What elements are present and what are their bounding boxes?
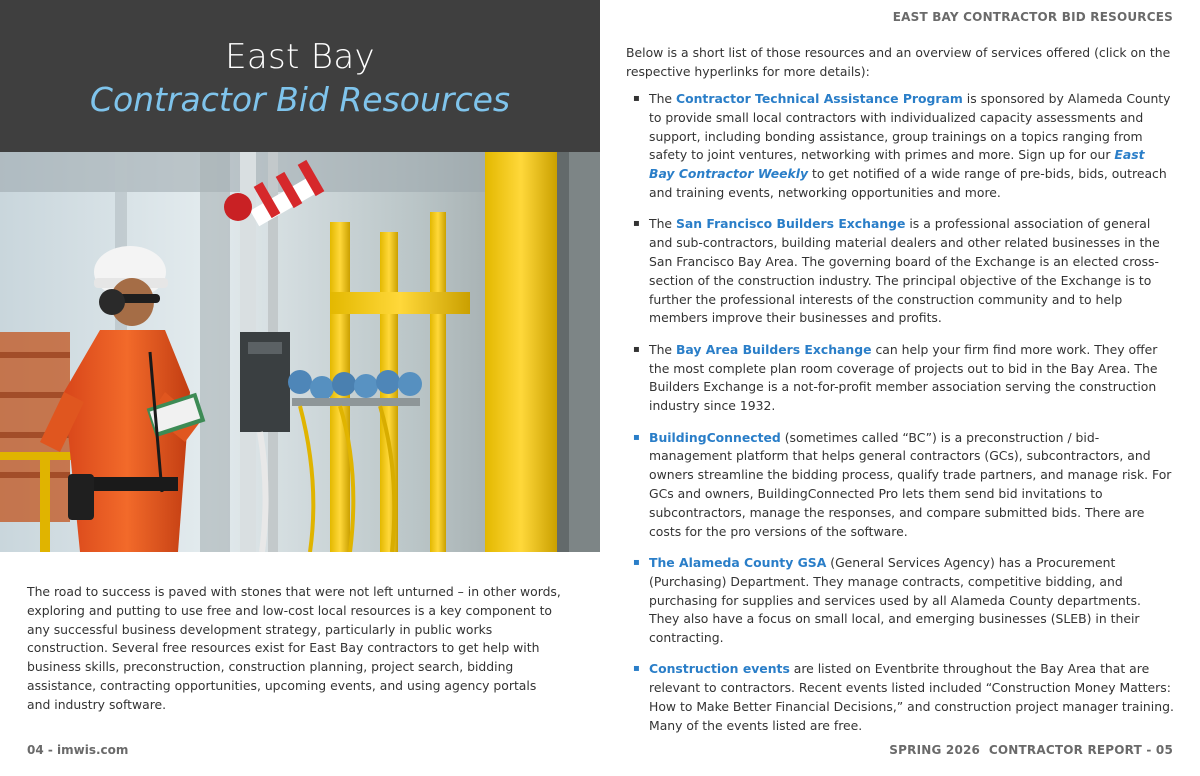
- item-text-pre: The: [649, 341, 676, 357]
- footer-right: SPRING 2026 CONTRACTOR REPORT - 05: [889, 743, 1173, 757]
- construction-events-link[interactable]: Construction events: [649, 661, 790, 677]
- bullet-icon: ▪: [633, 556, 640, 568]
- item-text-post: (sometimes called “BC”) is a preconstruction / bid-management platform that helps general contractors (GCs), subcontractors, and owners streamline the bidding process, qualify trade partners, and manage risk. For GCs and owners, BuildingConnected Pro lets them send bid invitations to subcontractors, manage the responses, and compare submitted bids. There are costs for the pro versions of the software.: [649, 429, 1172, 539]
- bullet-icon: ▪: [633, 431, 640, 443]
- bullet-icon: ▪: [633, 663, 640, 675]
- list-item-sf-builders-exchange: [626, 215, 1174, 328]
- alameda-county-gsa-link[interactable]: The Alameda County GSA: [649, 554, 827, 570]
- bullet-icon: ▪: [633, 93, 640, 104]
- item-text-post: are listed on Eventbrite throughout the Bay Area that are relevant to contractors. Recent events listed included “Construction Money Matters: How to Make Better Financial Decisions,” and construction project manager training. Many of the events listed are free.: [649, 661, 1174, 733]
- list-item-contractor-technical-assistance: [626, 90, 1174, 203]
- item-text-post2: to get notified of a wide range of pre-bids, bids, outreach and training events, networking opportunities and more.: [649, 166, 1167, 200]
- list-item-alameda-county-gsa: [626, 554, 1174, 648]
- list-item-buildingconnected: [626, 429, 1174, 542]
- item-text-post: can help your firm find more work. They offer the most complete plan room coverage of projects out to bid in the Bay Area. The Builders Exchange is a not-for-profit member association serving the construction industry since 1932.: [649, 341, 1158, 414]
- bay-area-builders-exchange-link[interactable]: Bay Area Builders Exchange: [675, 341, 872, 357]
- sf-builders-exchange-link[interactable]: San Francisco Builders Exchange: [675, 216, 906, 232]
- page-title: East Bay: [225, 37, 375, 77]
- page-subtitle: Contractor Bid Resources: [89, 80, 511, 119]
- item-text-post: is a professional association of general and sub-contractors, building material dealers and other related businesses in the San Francisco Bay Area. The governing board of the Exchange is an elected cross-section of the construction industry. The principal objective of the Exchange is to further the professional interests of the construction community and to help members improve their businesses and profits.: [649, 216, 1160, 326]
- item-text-post: is sponsored by Alameda County to provide small local contractors with individualized capacity assessments and support, including bonding assistance, group trainings on a topics ranging from safety to joint ventures, networking with primes and more. Sign up for our: [649, 91, 1171, 163]
- item-text-pre: The: [649, 91, 676, 106]
- contractor-technical-assistance-link[interactable]: Contractor Technical Assistance Program: [675, 91, 963, 106]
- intro-paragraph: The road to success is paved with stones that were not left unturned – in other words, exploring and putting to use free and low-cost local resources is a key component to any successful business development strategy, particularly in public works construction. Several free resources exist for East Bay contractors to get help with business skills, preconstruction, construction planning, project search, bidding assistance, contracting opportunities, upcoming events, and using agency portals and industry software.: [27, 584, 561, 712]
- list-item-bay-area-builders-exchange: [626, 341, 1174, 416]
- item-text-pre: The: [649, 216, 676, 232]
- footer-left: 04 - imwis.com: [27, 743, 129, 757]
- running-head: EAST BAY CONTRACTOR BID RESOURCES: [892, 10, 1173, 24]
- bullet-icon: ▪: [633, 218, 640, 230]
- bullet-icon: ▪: [633, 343, 640, 355]
- list-item-construction-events: [626, 660, 1174, 735]
- east-bay-contractor-weekly-link[interactable]: East Bay Contractor Weekly: [649, 147, 1145, 182]
- lead-paragraph: Below is a short list of those resources and an overview of services offered (click on the respective hyperlinks for more details):: [626, 45, 1171, 79]
- title-banner: [0, 0, 600, 152]
- item-text-post: (General Services Agency) has a Procurement (Purchasing) Department. They manage contracts, competitive bidding, and purchasing for supplies and services used by all Alameda County departments. They also have a focus on small local, and emerging businesses (SLEB) in their contracting.: [649, 554, 1141, 646]
- industrial-worker-photo: [0, 152, 600, 552]
- right-page: [600, 0, 1200, 776]
- buildingconnected-link[interactable]: BuildingConnected: [649, 429, 781, 445]
- resource-list: [626, 90, 1174, 748]
